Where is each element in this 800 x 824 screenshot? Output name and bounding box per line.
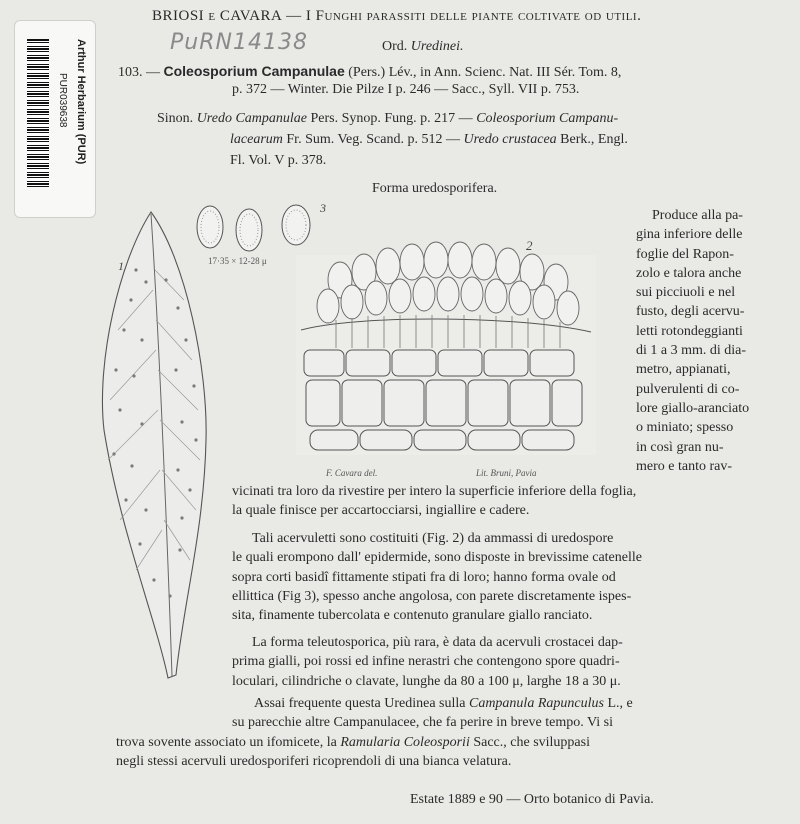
forma-title: Forma uredosporifera.: [372, 181, 498, 196]
figure-3-caption: 17·35 × 12-28 μ: [208, 256, 267, 266]
p2-line: le quali erompono dall' epidermide, sono disposte in brevissime catenelle: [232, 550, 642, 566]
synonymy-line-1: [157, 110, 618, 127]
p2-line: sopra corti basidî fittamente stipati fra di loro; hanno forma ovale od: [232, 569, 616, 585]
rc-line: metro, appianati,: [636, 362, 731, 378]
synonym-2-cont: lacearum: [230, 132, 283, 147]
synonym-2: Coleosporium Campanu-: [476, 111, 619, 126]
p1-line: la quale finisce per accartocciarsi, ingiallire e cadere.: [232, 503, 530, 519]
credit-artist: F. Cavara del.: [326, 468, 378, 478]
rc-line: Produce alla pa-: [652, 208, 743, 223]
page-header: [152, 8, 641, 25]
rc-line: mero e tanto rav-: [636, 458, 733, 474]
associated-fungus: Ramularia Coleosporii: [340, 734, 470, 750]
figure-2-number: 2: [526, 238, 533, 253]
order-heading: [382, 38, 464, 55]
synonym-1-ref: Pers. Synop. Fung. p. 217 —: [310, 111, 473, 126]
rc-line: foglie del Rapon-: [636, 246, 734, 262]
rc-line: fusto, degli acervu-: [636, 304, 745, 320]
rc-line: o miniato; spesso: [636, 420, 734, 436]
header-work: — I Funghi parassiti delle piante coltivate od utili.: [286, 8, 642, 24]
synonym-2-ref: Fr. Sum. Veg. Scand. p. 512 —: [286, 132, 460, 147]
p1-line: vicinati tra loro da rivestire per intero la superficie inferiore della foglia,: [232, 484, 637, 499]
p3-line: loculari, cilindriche o clavate, lunghe da 80 a 100 μ, larghe 18 a 30 μ.: [232, 673, 621, 689]
p3-line: La forma teleutosporica, più rara, è data da acervuli crostacei dap-: [252, 635, 623, 650]
p3-line: prima gialli, poi rossi ed infine nerastri che contengono spore quadri-: [232, 654, 620, 670]
p2-line: ellittica (Fig 3), spesso anche angolosa, con parete discretamente ispes-: [232, 588, 632, 604]
citation-1: (Pers.) Lév., in Ann. Scienc. Nat. III Sér. Tom. 8,: [348, 65, 622, 80]
paragraph-3: [232, 633, 782, 691]
catalog-number: PUR039638: [57, 73, 68, 128]
synonym-3-ref: Berk., Engl.: [560, 132, 628, 147]
synonymy-line-3: Fl. Vol. V p. 378.: [230, 153, 327, 168]
figure-3-number: 3: [320, 201, 326, 215]
p2-line: sita, finamente tubercolata e contenuto granulare giallo ranciato.: [232, 608, 593, 624]
synonymy-label: Sinon.: [157, 111, 194, 126]
p4-text: Assai frequente questa Uredinea sulla: [254, 696, 466, 711]
cross-section-drawing: [296, 238, 596, 478]
description-right-column: [636, 206, 782, 476]
herbarium-label: [14, 20, 96, 218]
header-authors: BRIOSI e CAVARA: [152, 8, 283, 24]
handwritten-accession: PuRN14138: [170, 30, 308, 55]
p4-text: trova sovente associato un ifomicete, la: [116, 734, 337, 750]
rc-line: in così gran nu-: [636, 439, 724, 455]
host-species: Campanula Rapunculus: [468, 696, 604, 711]
figure-1-number: 1: [118, 259, 124, 273]
collection-locality: Estate 1889 e 90 — Orto botanico di Pavia.: [410, 792, 654, 807]
paragraph-1-tail: [232, 482, 782, 521]
barcode: [27, 39, 49, 187]
p4-line-1: [116, 694, 782, 713]
p4-line-3: [116, 733, 782, 752]
herbarium-name: Arthur Herbarium (PUR): [75, 39, 87, 165]
paragraph-4: [116, 694, 782, 771]
species-name: Coleosporium Campanulae: [163, 63, 345, 79]
leaf-drawing: [102, 212, 206, 678]
order-label: Ord.: [382, 39, 408, 54]
paragraph-2: [232, 529, 782, 625]
p4-line-4: negli stessi acervuli uredosporiferi ricoprendoli di una bianca velatura.: [116, 753, 512, 769]
entry-number: 103. —: [118, 65, 160, 80]
credit-lithographer: Lit. Bruni, Pavia: [476, 468, 537, 478]
synonym-3: Uredo crustacea: [463, 132, 557, 147]
rc-line: gina inferiore delle: [636, 227, 743, 243]
p4-text: Sacc., che sviluppasi: [473, 734, 590, 750]
citation-2: p. 372 — Winter. Die Pilze I p. 246 — Sacc., Syll. VII p. 753.: [232, 82, 580, 97]
rc-line: pulverulenti di co-: [636, 381, 740, 397]
p2-line: Tali acervuletti sono costituiti (Fig. 2) da ammassi di uredospore: [252, 531, 614, 546]
synonym-1: Uredo Campanulae: [196, 111, 307, 126]
rc-line: di 1 a 3 mm. di dia-: [636, 343, 747, 359]
rc-line: sui picciuoli e nel: [636, 285, 736, 301]
p4-text: L., e: [607, 696, 633, 711]
p4-line-2: su parecchie altre Campanulacee, che fa perire in breve tempo. Vi si: [232, 715, 614, 731]
entry-line-1: [118, 63, 621, 81]
rc-line: letti rotondeggianti: [636, 323, 743, 339]
synonymy-line-2: [230, 131, 628, 148]
rc-line: zolo e talora anche: [636, 265, 742, 281]
rc-line: lore giallo-aranciato: [636, 400, 750, 416]
order-name: Uredinei.: [410, 39, 464, 54]
